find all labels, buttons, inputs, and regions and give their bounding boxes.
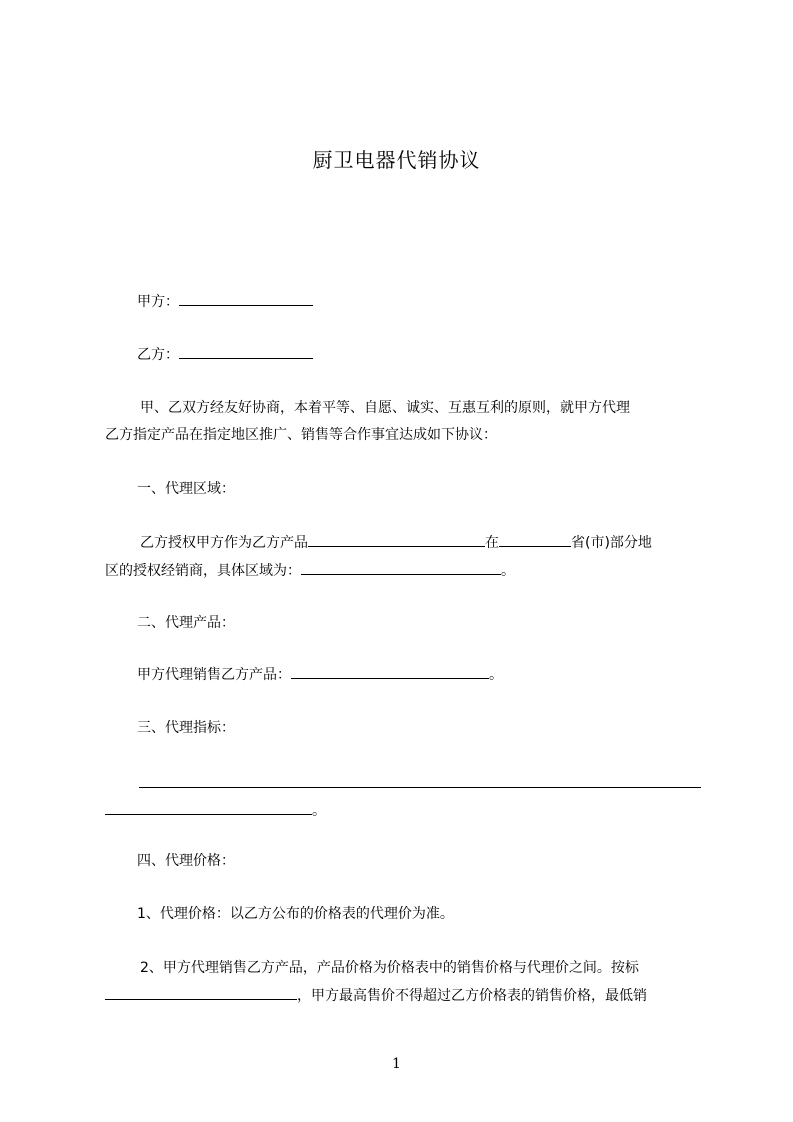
section-2-text-a: 甲方代理销售乙方产品： [137,667,291,683]
standard-blank [105,986,297,1000]
province-blank [499,533,571,547]
section-1-heading: 一、代理区域： [137,481,235,497]
section-4-heading: 四、代理价格： [137,853,235,869]
party-b-label: 乙方： [137,347,179,363]
section-4-item-2-line-2 [105,986,647,1006]
target-blank-1 [139,774,701,788]
section-3-heading: 三、代理指标： [137,720,235,736]
section-2-text-b: 。 [489,667,503,683]
section-1-text-b: 在 [485,535,499,551]
section-1-text-e: 。 [501,563,515,579]
document-title: 厨卫电器代销协议 [312,148,481,172]
section-1-text-a: 乙方授权甲方作为乙方产品 [140,535,308,551]
section-3-line-2 [105,801,326,821]
page-number: 1 [392,1056,401,1072]
section-3-line-1 [139,774,701,794]
section-1-line-1 [140,533,652,553]
section-3-end: 。 [312,803,326,819]
party-a-label: 甲方： [137,294,179,310]
product-blank [308,533,485,547]
section-4-item-2-text: ，甲方最高售价不得超过乙方价格表的销售价格，最低销 [297,988,647,1004]
section-2-line [137,665,503,685]
intro-line-2: 乙方指定产品在指定地区推广、销售等合作事宜达成如下协议： [105,427,497,443]
intro-line-1: 甲、乙双方经友好协商，本着平等、自愿、诚实、互惠互利的原则，就甲方代理 [140,400,630,416]
section-4-item-2-line-1: 2、甲方代理销售乙方产品，产品价格为价格表中的销售价格与代理价之间。按标 [140,960,639,976]
section-1-text-d: 区的授权经销商，具体区域为： [105,563,301,579]
region-blank [301,561,501,575]
party-b-line [137,345,313,365]
section-1-text-c: 省(市)部分地 [571,535,652,551]
party-a-line [137,292,313,312]
section-2-heading: 二、代理产品： [137,615,235,631]
section-1-line-2 [105,561,515,581]
target-blank-2 [105,801,312,815]
section-4-item-1: 1、代理价格：以乙方公布的价格表的代理价为准。 [137,906,454,922]
products-blank [291,665,489,679]
party-a-blank [179,292,313,306]
party-b-blank [179,345,313,359]
